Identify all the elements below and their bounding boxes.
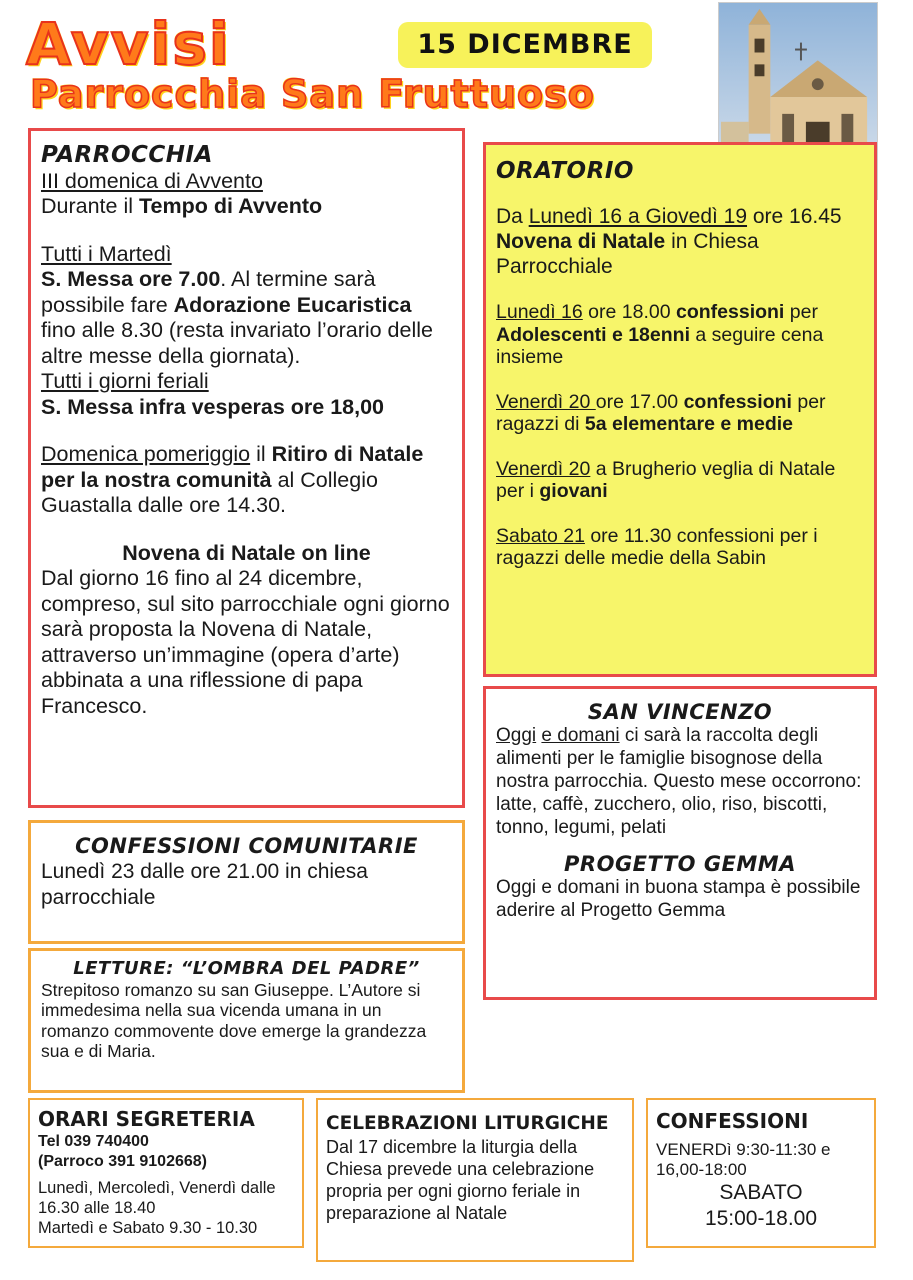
segreteria-phone: Tel 039 740400 bbox=[38, 1133, 149, 1150]
confessioni-comunitarie-section bbox=[28, 820, 465, 944]
confessioni-friday: VENERDì 9:30-11:30 e 16,00-18:00 bbox=[656, 1140, 831, 1179]
san-vincenzo-title: SAN VINCENZO bbox=[587, 700, 773, 724]
date-badge: 15 DICEMBRE bbox=[398, 22, 652, 68]
parrocchia-title: PARROCCHIA bbox=[41, 142, 213, 168]
oratorio-title: ORATORIO bbox=[496, 158, 634, 184]
avvento-sunday: III domenica di Avvento bbox=[41, 168, 263, 193]
confessioni-title: CONFESSIONI bbox=[656, 1109, 809, 1133]
parroco-phone: (Parroco 391 9102668) bbox=[38, 1153, 207, 1170]
avvento-time: Durante il Tempo di Avvento bbox=[41, 194, 323, 218]
confessioni-saturday-hours: 15:00-18.00 bbox=[704, 1207, 818, 1230]
oratorio-vigil: Venerdì 20 a Brugherio veglia di Natale per i giovani bbox=[496, 457, 836, 502]
oratorio-confessions-kids: Venerdì 20 ore 17.00 confessioni per ragazzi di 5a elementare e medie bbox=[496, 390, 826, 435]
retreat-notice: Domenica pomeriggio il Ritiro di Natale per la nostra comunità al Collegio Guastalla dalle ore 14.30. bbox=[41, 442, 424, 517]
oratorio-section bbox=[483, 142, 877, 677]
oratorio-saturday: Sabato 21 ore 11.30 confessioni per i ragazzi delle medie della Sabin bbox=[496, 524, 818, 569]
segreteria-title: ORARI SEGRETERIA bbox=[38, 1107, 255, 1131]
parrocchia-section bbox=[28, 128, 465, 808]
progetto-gemma-text: Oggi e domani in buona stampa è possibile aderire al Progetto Gemma bbox=[496, 877, 861, 921]
weekdays-label: Tutti i giorni feriali bbox=[41, 369, 209, 393]
oratorio-confessions-adolescents: Lunedì 16 ore 18.00 confessioni per Adolescenti e 18enni a seguire cena insieme bbox=[496, 301, 824, 368]
weekday-mass: S. Messa infra vesperas ore 18,00 bbox=[41, 394, 385, 419]
oratorio-novena: Da Lunedì 16 a Giovedì 19 ore 16.45 Novena di Natale in Chiesa Parrocchiale bbox=[496, 205, 842, 278]
confessioni-comunitarie-text: Lunedì 23 dalle ore 21.00 in chiesa parrocchiale bbox=[41, 860, 368, 909]
novena-text: Dal giorno 16 fino al 24 dicembre, compreso, sul sito parrocchiale ogni giorno sarà proposta la Novena di Natale, attraverso un’immagine (opera d’arte) abbinata a una riflessione di papa Francesco. bbox=[41, 566, 450, 718]
segreteria-hours-tue-sat: Martedì e Sabato 9.30 - 10.30 bbox=[38, 1219, 258, 1237]
san-vincenzo-section bbox=[483, 686, 877, 1000]
letture-text: Strepitoso romanzo su san Giuseppe. L’Autore si immedesima nella sua vicenda umana in un romanzo commovente dove emerge la grandezza sua e di Maria. bbox=[41, 979, 427, 1061]
novena-title: Novena di Natale on line bbox=[122, 540, 371, 565]
segreteria-hours-weekdays: Lunedì, Mercoledì, Venerdì dalle 16.30 alle 18.40 bbox=[38, 1179, 276, 1217]
letture-section bbox=[28, 948, 465, 1093]
san-vincenzo-text: Oggi e domani ci sarà la raccolta degli alimenti per le famiglie bisognose della nostra parrocchia. Questo mese occorrono: latte, caffè, zucchero, olio, riso, biscotti, tonno, legumi, pelati bbox=[496, 725, 862, 838]
celebrazioni-title: CELEBRAZIONI LITURGICHE bbox=[326, 1113, 609, 1134]
confessioni-comunitarie-title: CONFESSIONI COMUNITARIE bbox=[75, 834, 418, 858]
parish-subtitle: Parrocchia San Fruttuoso bbox=[30, 72, 595, 116]
letture-title: LETTURE: “L’OMBRA DEL PADRE” bbox=[73, 958, 420, 979]
tuesday-mass: S. Messa ore 7.00. Al termine sarà possibile fare Adorazione Eucaristica fino alle 8.30 (resta invariato l’orario delle altre messe della giornata). bbox=[41, 267, 433, 368]
confessioni-saturday-label: SABATO bbox=[719, 1181, 803, 1204]
orari-segreteria-section bbox=[28, 1098, 304, 1248]
progetto-gemma-title: PROGETTO GEMMA bbox=[564, 852, 796, 876]
main-title: Avvisi bbox=[26, 10, 231, 78]
tuesdays-label: Tutti i Martedì bbox=[41, 241, 172, 266]
celebrazioni-text: Dal 17 dicembre la liturgia della Chiesa prevede una celebrazione propria per ogni giorno feriale in preparazione al Natale bbox=[326, 1137, 595, 1223]
confessioni-section bbox=[646, 1098, 876, 1248]
celebrazioni-liturgiche-section bbox=[316, 1098, 634, 1262]
